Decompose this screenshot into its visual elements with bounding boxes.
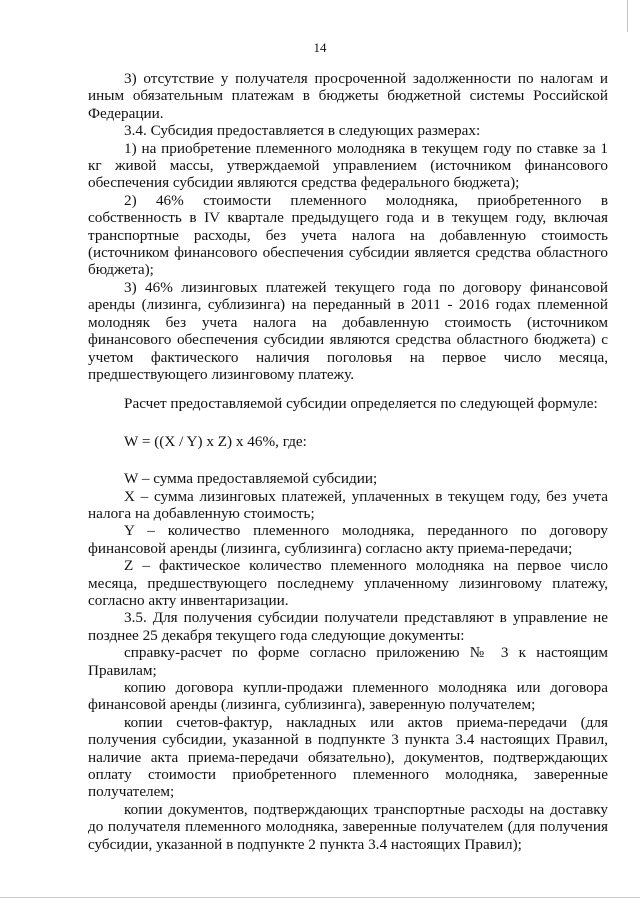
section-3-5-heading: 3.5. Для получения субсидии получатели представляют в управление не позднее 25 декабря текущего года следующие документы: bbox=[88, 609, 608, 644]
definition-item: Z – фактическое количество племенного молодняка на первое число месяца, предшествующего последнему уплаченному лизинговому платежу, согласно акту инвентаризации. bbox=[88, 557, 608, 609]
formula: W = ((X / Y) x Z) x 46%, где: bbox=[124, 432, 307, 450]
document-list-item: копию договора купли-продажи племенного молодняка или договора финансовой аренды (лизинга, сублизинга), заверенную получателем; bbox=[88, 679, 608, 714]
scan-edge-mark bbox=[0, 897, 640, 898]
paragraph: 1) на приобретение племенного молодняка в текущем году по ставке за 1 кг живой массы, утверждаемой управлением (источником финансового обеспечения субсидии являются средства федерального бюджета); bbox=[88, 139, 608, 192]
paragraph: Расчет предоставляемой субсидии определяется по следующей формуле: bbox=[124, 395, 598, 413]
paragraph: 2) 46% стоимости племенного молодняка, приобретенного в собственность в IV квартале предыдущего года и в текущем году, включая транспортные расходы, без учета налога на добавленную стоимость (источником финансового обеспечения субсидии является средства областного бюджета); bbox=[88, 191, 608, 279]
paragraph: 3) отсутствие у получателя просроченной задолженности по налогам и иным обязательным платежам в бюджеты бюджетной системы Российской Федерации. bbox=[88, 70, 608, 122]
page-number: 14 bbox=[313, 40, 327, 55]
document-body bbox=[88, 70, 608, 853]
paragraph: 3.4. Субсидия предоставляется в следующих размерах: bbox=[124, 122, 481, 140]
document-list-item: справку-расчет по форме согласно приложению № 3 к настоящим Правилам; bbox=[88, 644, 608, 679]
scan-edge-mark bbox=[627, 0, 628, 32]
definition-item: W – сумма предоставляемой субсидии; bbox=[124, 470, 378, 488]
document-list-item: копии счетов-фактур, накладных или актов приема-передачи (для получения субсидии, указанной в подпункте 3 пункта 3.4 настоящих Правил, наличие акта приема-передачи обязательно), документов, подтверждающих оплату стоимости приобретенного племенного молодняка, заверенные получателем; bbox=[88, 713, 608, 801]
paragraph: 3) 46% лизинговых платежей текущего года по договору финансовой аренды (лизинга, сублизинга) на переданный в 2011 - 2016 годах племенной молодняк без учета налога на добавленную стоимость (источником финансового обеспечения субсидии являются средства областного бюджета) с учетом фактического наличия поголовья на первое число месяца, предшествующего лизинговому платежу. bbox=[88, 278, 608, 383]
definition-item: X – сумма лизинговых платежей, уплаченных в текущем году, без учета налога на добавленную стоимость; bbox=[88, 487, 608, 522]
document-list-item: копии документов, подтверждающих транспортные расходы на доставку до получателя племенного молодняка, заверенные получателем (для получения субсидии, указанной в подпункте 2 пункта 3.4 настоящих Правил); bbox=[88, 800, 608, 853]
definition-item: Y – количество племенного молодняка, переданного по договору финансовой аренды (лизинга, сублизинга) согласно акту приема-передачи; bbox=[88, 522, 608, 557]
